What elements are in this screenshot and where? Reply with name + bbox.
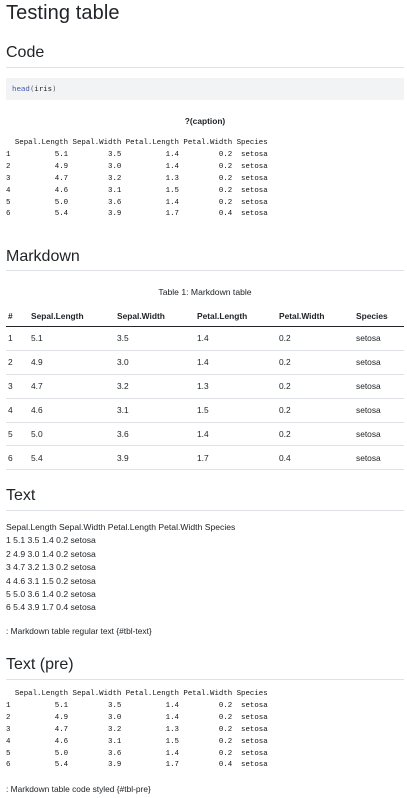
pre-line: 2 4.9 3.0 1.4 0.2 setosa: [6, 713, 268, 722]
table-cell: 3.5: [113, 327, 193, 351]
column-header: Petal.Width: [275, 306, 352, 327]
section-heading-text: Text: [6, 487, 36, 504]
output-line: 4 4.6 3.1 1.5 0.2 setosa: [6, 186, 268, 195]
table-cell: 6: [6, 446, 27, 470]
pre-line: 3 4.7 3.2 1.3 0.2 setosa: [6, 725, 268, 734]
table-cell: 1.4: [193, 422, 275, 446]
code-paren: ): [52, 84, 57, 93]
table-cell: 0.2: [275, 327, 352, 351]
table-cell: 3.6: [113, 422, 193, 446]
table-row: [6, 350, 404, 374]
table-row: [6, 446, 404, 470]
table-cell: 4.7: [27, 374, 113, 398]
table-cell: 1.7: [193, 446, 275, 470]
table-cell: 4: [6, 398, 27, 422]
pre-line: 5 5.0 3.6 1.4 0.2 setosa: [6, 749, 268, 758]
code-output: [6, 138, 268, 221]
table-cell: setosa: [352, 422, 404, 446]
table-header-row: [6, 306, 404, 327]
section-divider: [6, 510, 404, 511]
table-cell: 5.0: [27, 422, 113, 446]
table-row: [6, 422, 404, 446]
table-row: [6, 374, 404, 398]
code-paren: (: [29, 84, 35, 93]
text-line: 6 5.4 3.9 1.7 0.4 setosa: [6, 602, 96, 613]
markdown-table: [6, 306, 404, 470]
output-line: 2 4.9 3.0 1.4 0.2 setosa: [6, 162, 268, 171]
table-cell: 5.1: [27, 327, 113, 351]
table-cell: setosa: [352, 398, 404, 422]
column-header: Sepal.Length: [27, 306, 113, 327]
text-line: 3 4.7 3.2 1.3 0.2 setosa: [6, 562, 96, 573]
pre-line: 1 5.1 3.5 1.4 0.2 setosa: [6, 701, 268, 710]
table-cell: 3.2: [113, 374, 193, 398]
pre-block: [6, 689, 268, 772]
table-cell: 0.2: [275, 350, 352, 374]
table-cell: 4.6: [27, 398, 113, 422]
code-argument: iris: [34, 84, 53, 93]
table-cell: 1: [6, 327, 27, 351]
output-line: 6 5.4 3.9 1.7 0.4 setosa: [6, 210, 268, 219]
table-cell: 1.4: [193, 327, 275, 351]
table-cell: 3.1: [113, 398, 193, 422]
table-cell: 0.4: [275, 446, 352, 470]
table-cell: setosa: [352, 327, 404, 351]
table-cell: 0.2: [275, 422, 352, 446]
table-cell: 3.9: [113, 446, 193, 470]
table-cell: 3: [6, 374, 27, 398]
table-cell: 5.4: [27, 446, 113, 470]
table-cell: 1.4: [193, 350, 275, 374]
text-table-note: : Markdown table regular text {#tbl-text}: [6, 626, 152, 636]
text-line: 2 4.9 3.0 1.4 0.2 setosa: [6, 548, 96, 559]
column-header: #: [6, 306, 27, 327]
pre-line: 6 5.4 3.9 1.7 0.4 setosa: [6, 761, 268, 770]
code-function: head: [12, 84, 30, 93]
table-cell: 4.9: [27, 350, 113, 374]
table-row: [6, 327, 404, 351]
table-row: [6, 398, 404, 422]
code-output-caption: ?(caption): [184, 116, 226, 126]
section-divider: [6, 270, 404, 271]
table-cell: 3.0: [113, 350, 193, 374]
column-header: Sepal.Width: [113, 306, 193, 327]
output-line: 5 5.0 3.6 1.4 0.2 setosa: [6, 198, 268, 207]
section-heading-code: Code: [6, 44, 45, 61]
table-cell: 5: [6, 422, 27, 446]
section-heading-markdown: Markdown: [6, 248, 80, 265]
text-line: 5 5.0 3.6 1.4 0.2 setosa: [6, 589, 96, 600]
output-line: 3 4.7 3.2 1.3 0.2 setosa: [6, 174, 268, 183]
pre-line: Sepal.Length Sepal.Width Petal.Length Petal.Width Species: [6, 690, 268, 698]
output-line: 1 5.1 3.5 1.4 0.2 setosa: [6, 150, 268, 159]
table-cell: 0.2: [275, 374, 352, 398]
pre-table-note: : Markdown table code styled {#tbl-pre}: [6, 784, 151, 794]
table-cell: 1.3: [193, 374, 275, 398]
code-block[interactable]: [6, 78, 404, 100]
section-heading-text-pre: Text (pre): [6, 656, 74, 673]
output-line: Sepal.Length Sepal.Width Petal.Length Petal.Width Species: [6, 139, 268, 147]
text-table: [6, 521, 235, 615]
section-divider: [6, 67, 404, 68]
section-divider: [6, 679, 404, 680]
table-cell: 1.5: [193, 398, 275, 422]
table-cell: setosa: [352, 374, 404, 398]
column-header: Petal.Length: [193, 306, 275, 327]
text-line: 1 5.1 3.5 1.4 0.2 setosa: [6, 535, 96, 546]
text-line: Sepal.Length Sepal.Width Petal.Length Petal.Width Species: [6, 522, 236, 532]
column-header: Species: [352, 306, 404, 327]
text-line: 4 4.6 3.1 1.5 0.2 setosa: [6, 575, 96, 586]
table-cell: setosa: [352, 350, 404, 374]
pre-line: 4 4.6 3.1 1.5 0.2 setosa: [6, 737, 268, 746]
table-cell: 2: [6, 350, 27, 374]
table-caption: Table 1: Markdown table: [158, 287, 252, 297]
table-cell: setosa: [352, 446, 404, 470]
table-cell: 0.2: [275, 398, 352, 422]
page-title: Testing table: [6, 2, 120, 24]
